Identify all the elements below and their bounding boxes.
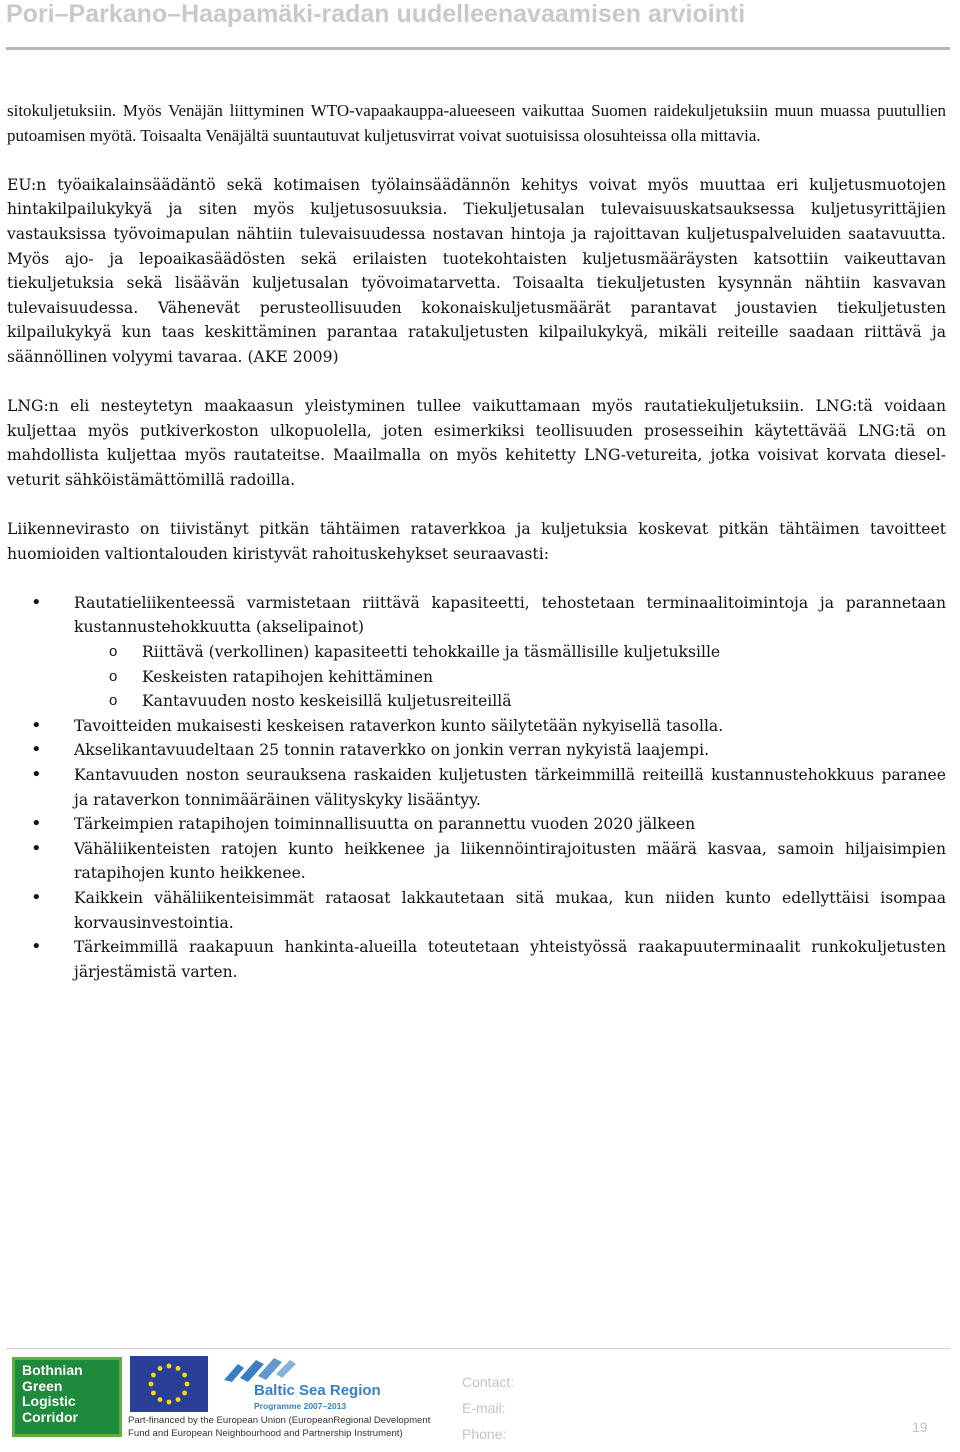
phone-label: Phone: xyxy=(462,1426,507,1442)
list-item: • Akselikantavuudeltaan 25 tonnin rataverkko on jonkin verran nykyistä laajempi. xyxy=(7,738,946,763)
baltic-programme-period: Programme 2007–2013 xyxy=(254,1401,347,1411)
header-divider xyxy=(6,47,950,50)
footer-divider xyxy=(6,1348,950,1349)
document-body xyxy=(7,99,946,984)
page-number: 19 xyxy=(912,1419,928,1435)
baltic-sea-region-logo xyxy=(128,1354,431,1440)
goals-sublist xyxy=(74,640,946,714)
logo-line: Logistic xyxy=(22,1393,76,1409)
list-item-text: Rautatieliikenteessä varmistetaan riittävä kapasiteetti, tehostetaan terminaalitoimintoja ja parannetaan kustannustehokkuutta (akselipainot) xyxy=(74,593,946,637)
financing-text-line-2: Fund and European Neighbourhood and Partnership Instrument) xyxy=(128,1428,403,1439)
email-label: E-mail: xyxy=(462,1400,506,1416)
logo-line: Bothnian xyxy=(22,1362,83,1378)
sublist-item: o Kantavuuden nosto keskeisillä kuljetusreiteillä xyxy=(74,689,946,714)
list-item xyxy=(7,591,946,714)
paragraph-lng: LNG:n eli nesteytetyn maakaasun yleistyminen tullee vaikuttamaan myös rautatiekuljetuksiin. LNG:tä voidaan kuljettaa myös putkiverkoston ulkopuolella, joten esimerkiksi teollisuuden prosesseihin käytettävää LNG:tä on mahdollista kuljettaa myös rautateitse. Maailmalla on myös kehitetty LNG-vetureita, jotka voisivat korvata diesel-veturit sähköistämättömillä radoilla. xyxy=(7,397,946,489)
page-header-title: Pori–Parkano–Haapamäki-radan uudelleenavaamisen arviointi xyxy=(6,0,746,28)
baltic-wave-icon xyxy=(214,1354,334,1384)
paragraph-russia-wto: sitokuljetuksiin. Myös Venäjän liittyminen WTO-vapaakauppa-alueeseen vaikuttaa Suomen raidekuljetuksiin muun muassa puutullien putoamisen myötä. Toisaalta Venäjältä suuntautuvat kuljetusvirrat voivat suotuisissa olosuhteissa olla mittavia. xyxy=(7,101,946,145)
sublist-item: o Riittävä (verkollinen) kapasiteetti tehokkaille ja täsmällisille kuljetuksille xyxy=(74,640,946,665)
logo-line: Green xyxy=(22,1377,63,1394)
list-item: • Tärkeimpien ratapihojen toiminnallisuutta on parannettu vuoden 2020 jälkeen xyxy=(7,812,946,837)
logo-line: Corridor xyxy=(22,1408,78,1425)
baltic-sea-region-name: Baltic Sea Region xyxy=(254,1382,381,1399)
list-item: • Vähäliikenteisten ratojen kunto heikkenee ja liikennöintirajoitusten määrä kasvaa, samoin hiljaisimpien ratapihojen kunto heikkenee. xyxy=(7,837,946,886)
footer-contact-block xyxy=(462,1369,514,1447)
list-item: • Tavoitteiden mukaisesti keskeisen rataverkon kunto säilytetään nykyisellä tasolla. xyxy=(7,714,946,739)
sublist-item: o Keskeisten ratapihojen kehittäminen xyxy=(74,665,946,690)
eu-flag-icon xyxy=(130,1356,208,1412)
contact-label: Contact: xyxy=(462,1374,515,1390)
list-item: • Kaikkein vähäliikenteisimmät rataosat lakkautetaan sitä mukaa, kun niiden kunto edellyttäisi isompaa korvausinvestointia. xyxy=(7,886,946,935)
goals-list xyxy=(7,591,946,985)
bothnian-green-logistic-corridor-logo xyxy=(12,1357,122,1437)
paragraph-liikennevirasto-goals: Liikennevirasto on tiivistänyt pitkän tähtäimen rataverkkoa ja kuljetuksia koskevat pitkän tähtäimen tavoitteet huomioiden valtiontalouden kiristyvät rahoituskehykset seuraavasti: xyxy=(7,520,946,563)
paragraph-labour-legislation: EU:n työaikalainsäädäntö sekä kotimaisen työlainsäädännön kehitys voivat myös muuttaa eri kuljetusmuotojen hintakilpailukykyä ja siten myös kuljetusosuuksia. Tiekuljetusalan tulevaisuuskatsauksessa kuljetusyrittäjien vastauksissa työvoimapulan nähtiin tulevaisuudessa nostavan hintoja ja rajoittavan kuljetuspalveluiden saatavuutta. Myös ajo- ja lepoaikasäädösten sekä erilaisten tuotekohtaisten kuljetusmääräysten katsottiin vaikeuttavan tiekuljetuksia sekä lisäävän kuljetusalan työvoimatarvetta. Toisaalta tiekuljetusten kysynnän nähtiin kasvavan tulevaisuudessa. Vähenevät perusteollisuuden kokonaiskuljetusmäärät parantavat joustavien tiekuljetusten kilpailukykyä kun taas keskittäminen parantaa ratakuljetusten kilpailukykyä, mikäli reiteille saadaan riittävä ja säännöllinen volyymi tavaraa. (AKE 2009) xyxy=(7,175,946,366)
financing-text-line-1: Part-financed by the European Union (EuropeanRegional Development xyxy=(128,1415,431,1426)
list-item: • Tärkeimmillä raakapuun hankinta-alueilla toteutetaan yhteistyössä raakapuuterminaalit runkokuljetusten järjestämistä varten. xyxy=(7,935,946,984)
list-item: • Kantavuuden noston seurauksena raskaiden kuljetusten tärkeimmillä reiteillä kustannustehokkuus paranee ja rataverkon tonnimääräinen välityskyky lisääntyy. xyxy=(7,763,946,812)
